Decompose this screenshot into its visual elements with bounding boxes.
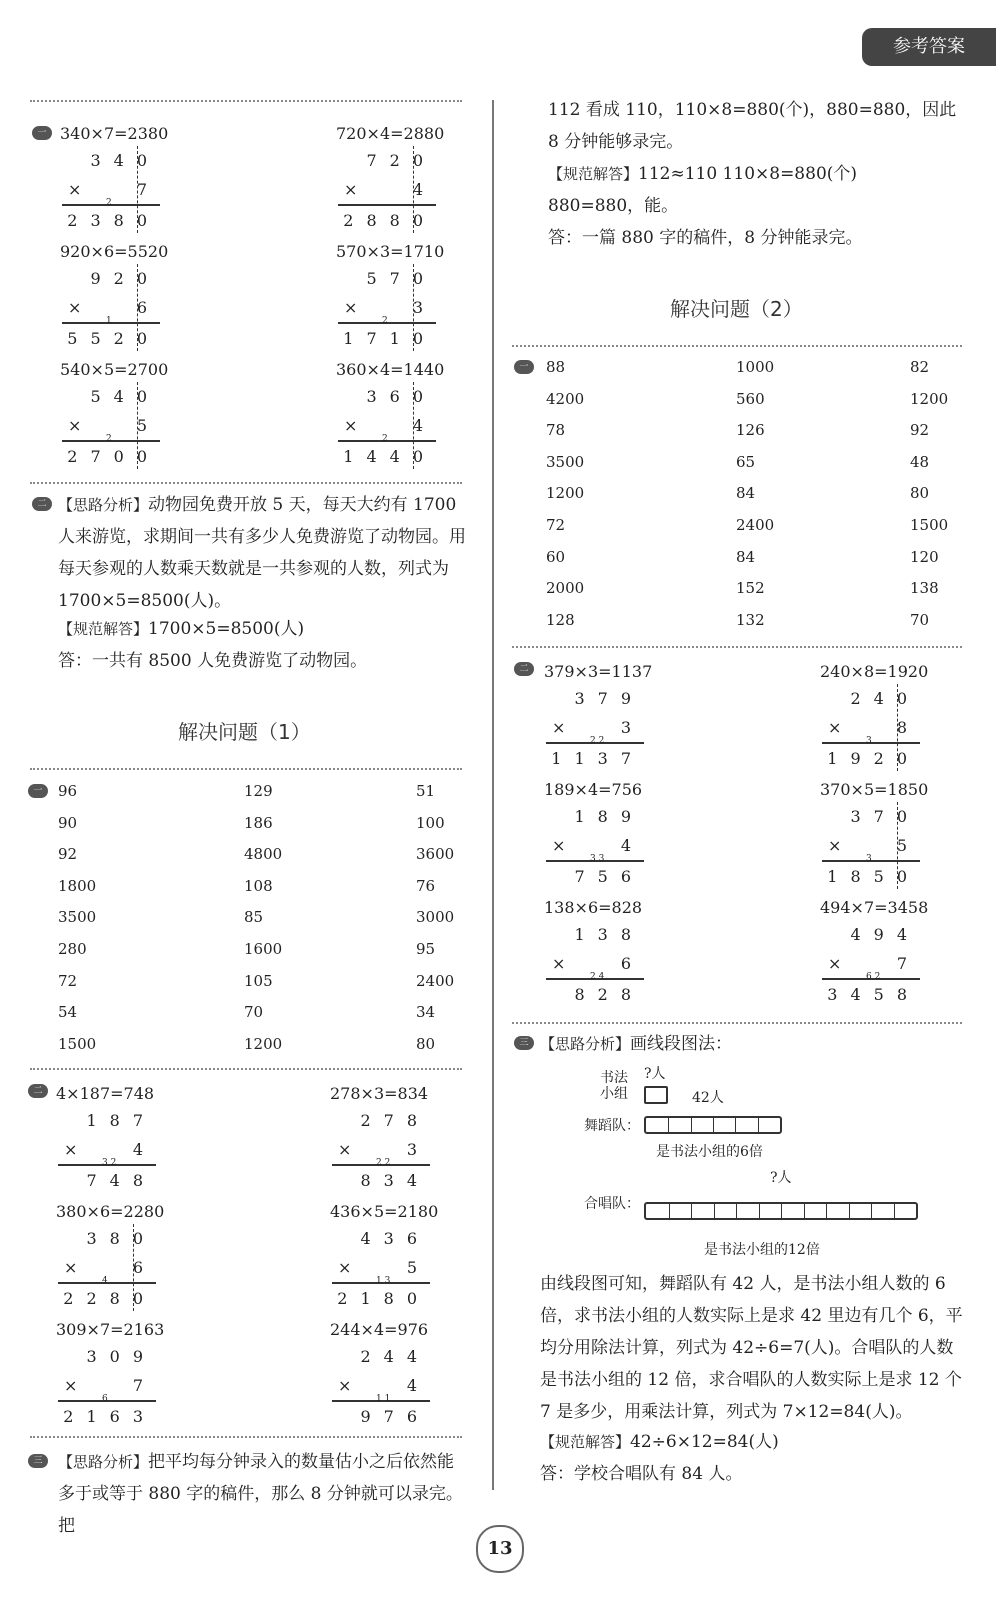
answer-value: 1800 xyxy=(58,876,97,895)
multiplicand: 920 xyxy=(90,269,160,288)
answer-value: 186 xyxy=(244,813,273,832)
section-icon-two: 二 xyxy=(32,497,52,511)
segment-tick xyxy=(713,1118,714,1132)
carry-digits: 3 xyxy=(866,854,872,864)
times-sign: × xyxy=(338,1258,352,1277)
divider xyxy=(30,1436,462,1438)
answer-text: 答：一篇 880 字的稿件，8 分钟能录完。 xyxy=(548,228,863,248)
section-title: 解决问题（2） xyxy=(670,297,803,321)
carry-digits: 1 3 xyxy=(376,1276,391,1286)
standard-answer-text: 42÷6×12=84(人) xyxy=(630,1432,779,1452)
answer-value: 105 xyxy=(244,971,273,990)
multiplier: 6 xyxy=(136,298,160,317)
times-sign: × xyxy=(828,954,842,973)
times-sign: × xyxy=(64,1140,78,1159)
carry-digits: 1 1 xyxy=(376,1394,391,1404)
answer-text: 答：学校合唱队有 84 人。 xyxy=(540,1464,743,1484)
segment-tick xyxy=(849,1204,850,1218)
choir-label: 合唱队： xyxy=(584,1196,640,1212)
vertical-multiplication xyxy=(58,1342,156,1431)
answer-column-2 xyxy=(244,776,282,1060)
multiplicand: 187 xyxy=(86,1111,156,1130)
product: 748 xyxy=(86,1171,156,1190)
answer-value: 3500 xyxy=(546,452,585,471)
vertical-multiplication xyxy=(332,1224,430,1313)
equation-line: 309×7=2163 xyxy=(56,1320,165,1339)
analysis-text: 把平均每分钟录入的数量估小之后依然能多于或等于 880 字的稿件，那么 8 分钟就可以录完。把 xyxy=(58,1452,463,1536)
multiplicand: 360 xyxy=(366,387,436,406)
segment-tick xyxy=(871,1204,872,1218)
equation-line: 379×3=1137 xyxy=(544,662,653,681)
answer-value: 152 xyxy=(736,579,765,598)
analysis-tag: 【思路分析】 xyxy=(58,1453,149,1471)
answer-value: 54 xyxy=(58,1003,78,1022)
answer-value: 1200 xyxy=(910,389,949,408)
multiplicand: 540 xyxy=(90,387,160,406)
answer-value: 48 xyxy=(910,452,930,471)
answer-value: 1500 xyxy=(58,1034,97,1053)
answer-value: 3500 xyxy=(58,908,97,927)
standard-answer-tag: 【规范解答】 xyxy=(58,620,149,638)
carry-digits: 2 xyxy=(382,434,388,444)
product: 834 xyxy=(360,1171,430,1190)
carry-digits: 6 xyxy=(102,1394,108,1404)
answer-value: 2400 xyxy=(416,971,455,990)
zero-guide-line xyxy=(897,802,898,889)
analysis-lead xyxy=(540,1028,960,1060)
equation-line: 380×6=2280 xyxy=(56,1202,165,1221)
segment-tick xyxy=(894,1204,895,1218)
multiplier: 5 xyxy=(896,836,920,855)
answer-value: 70 xyxy=(244,1003,264,1022)
carry-digits: 3 3 xyxy=(590,854,605,864)
vertical-multiplication xyxy=(332,1342,430,1431)
product: 1920 xyxy=(827,749,920,768)
answer-value: 128 xyxy=(546,610,575,629)
standard-answer-line2: 880=880，能。 xyxy=(548,196,679,216)
segment-tick xyxy=(691,1204,692,1218)
page-number: 13 xyxy=(476,1525,524,1573)
vertical-multiplication xyxy=(62,382,160,471)
carry-digits: 2 2 xyxy=(376,1158,391,1168)
segment-tick xyxy=(691,1118,692,1132)
equation-line: 494×7=3458 xyxy=(820,898,929,917)
segment-tick xyxy=(758,1118,759,1132)
multiplier: 5 xyxy=(406,1258,430,1277)
answer-value: 90 xyxy=(58,813,78,832)
equation-line: 4×187=748 xyxy=(56,1084,155,1103)
zero-guide-line xyxy=(133,1224,134,1311)
answer-value: 2400 xyxy=(736,515,775,534)
equation-line: 244×4=976 xyxy=(330,1320,429,1339)
divider xyxy=(30,768,462,770)
answer-value: 92 xyxy=(58,845,78,864)
answer-column-1 xyxy=(546,352,584,636)
segment-tick xyxy=(759,1204,760,1218)
vertical-multiplication xyxy=(338,264,436,353)
vertical-multiplication xyxy=(332,1106,430,1195)
answer-value: 65 xyxy=(736,452,756,471)
multiplicand: 309 xyxy=(86,1347,156,1366)
line-segment-diagram xyxy=(580,1064,940,1264)
section-title: 解决问题（1） xyxy=(178,720,311,744)
section-icon-two: 二 xyxy=(514,662,534,676)
standard-answer-tag: 【规范解答】 xyxy=(540,1433,631,1451)
answer-column-2 xyxy=(736,352,774,636)
segment-tick xyxy=(669,1204,670,1218)
analysis-tag: 【思路分析】 xyxy=(540,1035,631,1053)
carry-digits: 6 2 xyxy=(866,972,881,982)
multiplicand: 240 xyxy=(850,689,920,708)
answer-value: 1200 xyxy=(546,484,585,503)
vertical-multiplication xyxy=(822,802,920,891)
times-sign: × xyxy=(64,1376,78,1395)
answer-value: 72 xyxy=(546,515,566,534)
analysis-paragraph xyxy=(58,1446,468,1542)
section-icon-two: 二 xyxy=(28,1084,48,1098)
answer-value: 51 xyxy=(416,782,436,800)
carry-digits: 3 xyxy=(866,736,872,746)
product: 2380 xyxy=(67,211,160,230)
answer-value: 95 xyxy=(416,939,436,958)
vertical-multiplication xyxy=(546,684,644,773)
times-sign: × xyxy=(552,954,566,973)
carry-digits: 4 xyxy=(102,1276,108,1286)
analysis-paragraph: 由线段图可知，舞蹈队有 42 人，是书法小组人数的 6 倍，求书法小组的人数实际上是求 42 里边有几个 6，平均分用除法计算，列式为 42÷6=7(人)。合唱队的人数是书法小组的 12 倍，求合唱队的人数实际上是求 12 个 7 是多少，用乘法计算，列式为 7×12=84(人)。 xyxy=(540,1274,963,1422)
equation-line: 720×4=2880 xyxy=(336,124,445,143)
times-sign: × xyxy=(68,416,82,435)
answer-value: 84 xyxy=(736,547,756,566)
answer-value: 60 xyxy=(546,547,566,566)
standard-answer-tag: 【规范解答】 xyxy=(548,165,639,183)
answer-value: 138 xyxy=(910,579,939,598)
multiplicand: 720 xyxy=(366,151,436,170)
product: 1137 xyxy=(551,749,644,768)
vertical-multiplication xyxy=(58,1106,156,1195)
answer-value: 560 xyxy=(736,389,765,408)
multiplicand: 570 xyxy=(366,269,436,288)
answer-value: 3600 xyxy=(416,845,455,864)
answer-column-3 xyxy=(910,352,948,636)
answer-value: 2000 xyxy=(546,579,585,598)
equation-line: 436×5=2180 xyxy=(330,1202,439,1221)
standard-answer-text: 1700×5=8500(人) xyxy=(148,619,305,639)
equation-line: 360×4=1440 xyxy=(336,360,445,379)
answer-value: 4200 xyxy=(546,389,585,408)
answer-value: 126 xyxy=(736,421,765,440)
product: 3458 xyxy=(827,985,920,1004)
answer-value: 88 xyxy=(546,358,566,376)
continued-text: 112 看成 110，110×8=880(个)，880=880，因此 8 分钟能够录完。 xyxy=(548,100,957,152)
equation-line: 540×5=2700 xyxy=(60,360,169,379)
product: 1440 xyxy=(343,447,436,466)
multiplier: 3 xyxy=(620,718,644,737)
multiplicand: 370 xyxy=(850,807,920,826)
equation-line: 570×3=1710 xyxy=(336,242,445,261)
multiplicand: 494 xyxy=(850,925,920,944)
answer-value: 280 xyxy=(58,939,87,958)
divider xyxy=(30,100,462,102)
answer-value: 1200 xyxy=(244,1034,283,1053)
answer-text: 答：一共有 8500 人免费游览了动物园。 xyxy=(58,651,368,671)
multiplicand: 189 xyxy=(574,807,644,826)
standard-answer-text: 112≈110 110×8=880(个) xyxy=(638,164,858,184)
equation-line: 370×5=1850 xyxy=(820,780,929,799)
answer-column-1 xyxy=(58,776,96,1060)
equation-line: 920×6=5520 xyxy=(60,242,169,261)
zero-guide-line xyxy=(137,382,138,469)
segment-tick xyxy=(804,1204,805,1218)
answer-value: 96 xyxy=(58,782,78,800)
section-icon-one: 一 xyxy=(514,360,534,374)
segment-tick xyxy=(781,1204,782,1218)
equation-line: 278×3=834 xyxy=(330,1084,429,1103)
unknown-count-label: ?人 xyxy=(644,1066,666,1082)
carry-digits: 2 xyxy=(106,434,112,444)
carry-digits: 2 xyxy=(106,198,112,208)
answer-value: 129 xyxy=(244,782,273,800)
column-divider xyxy=(492,100,494,1490)
analysis-text: 画线段图法： xyxy=(630,1034,733,1054)
multiplier: 7 xyxy=(132,1376,156,1395)
zero-guide-line xyxy=(413,382,414,469)
zero-guide-line xyxy=(413,146,414,233)
zero-guide-line xyxy=(897,684,898,771)
answer-value: 84 xyxy=(736,484,756,503)
multiplier: 5 xyxy=(136,416,160,435)
vertical-multiplication xyxy=(822,684,920,773)
unknown-count-label-2: ?人 xyxy=(770,1170,792,1186)
times-sign: × xyxy=(552,836,566,855)
product: 5520 xyxy=(67,329,160,348)
multiplier: 6 xyxy=(620,954,644,973)
product: 2163 xyxy=(63,1407,156,1426)
multiplier: 3 xyxy=(412,298,436,317)
answer-value: 132 xyxy=(736,610,765,629)
times-sign: × xyxy=(344,298,358,317)
product: 1710 xyxy=(343,329,436,348)
divider xyxy=(512,345,962,347)
vertical-multiplication xyxy=(546,920,644,1009)
section-icon-one: 一 xyxy=(32,126,52,140)
product: 2880 xyxy=(343,211,436,230)
product: 2700 xyxy=(67,447,160,466)
product: 976 xyxy=(360,1407,430,1426)
segment-tick xyxy=(826,1204,827,1218)
product: 1850 xyxy=(827,867,920,886)
section-icon-three: 三 xyxy=(514,1036,534,1050)
vertical-multiplication xyxy=(546,802,644,891)
vertical-multiplication xyxy=(62,264,160,353)
answer-value: 100 xyxy=(416,813,445,832)
analysis-paragraph xyxy=(58,489,468,617)
vertical-multiplication xyxy=(822,920,920,1009)
answer-value: 80 xyxy=(910,484,930,503)
analysis-tag: 【思路分析】 xyxy=(58,496,149,514)
answer-value: 1500 xyxy=(910,515,949,534)
answer-value: 34 xyxy=(416,1003,436,1022)
vertical-multiplication xyxy=(338,146,436,235)
zero-guide-line xyxy=(137,264,138,351)
carry-digits: 2 2 xyxy=(590,736,605,746)
multiplier: 3 xyxy=(406,1140,430,1159)
equation-line: 189×4=756 xyxy=(544,780,643,799)
answer-value: 76 xyxy=(416,876,436,895)
multiplier: 4 xyxy=(406,1376,430,1395)
equation-line: 340×7=2380 xyxy=(60,124,169,143)
multiplier: 4 xyxy=(412,416,436,435)
times-sign: × xyxy=(68,298,82,317)
count-42-label: 42人 xyxy=(692,1090,724,1106)
segment-tick xyxy=(735,1118,736,1132)
answer-value: 3000 xyxy=(416,908,455,927)
carry-digits: 3 2 xyxy=(102,1158,117,1168)
reference-answer-tab: 参考答案 xyxy=(862,28,996,66)
answer-value: 72 xyxy=(58,971,78,990)
product: 828 xyxy=(574,985,644,1004)
multiplier: 6 xyxy=(132,1258,156,1277)
answer-column-3 xyxy=(416,776,454,1060)
vertical-multiplication xyxy=(62,146,160,235)
calligraphy-segment xyxy=(644,1086,668,1104)
multiplier: 7 xyxy=(136,180,160,199)
segment-tick xyxy=(714,1204,715,1218)
multiplicand: 436 xyxy=(360,1229,430,1248)
standard-answer xyxy=(548,158,968,190)
answer-value: 1000 xyxy=(736,358,775,376)
section-icon-three: 三 xyxy=(28,1454,48,1468)
product: 2280 xyxy=(63,1289,156,1308)
multiplicand: 278 xyxy=(360,1111,430,1130)
standard-answer xyxy=(540,1426,964,1458)
times-sign: × xyxy=(344,180,358,199)
carry-digits: 1 xyxy=(106,316,112,326)
times-sign: × xyxy=(344,416,358,435)
product: 756 xyxy=(574,867,644,886)
choir-note: 是书法小组的12倍 xyxy=(704,1242,820,1258)
dance-team-note: 是书法小组的6倍 xyxy=(656,1144,763,1160)
multiplier: 4 xyxy=(132,1140,156,1159)
segment-tick xyxy=(668,1118,669,1132)
answer-value: 4800 xyxy=(244,845,283,864)
times-sign: × xyxy=(828,836,842,855)
multiplier: 7 xyxy=(896,954,920,973)
vertical-multiplication xyxy=(58,1224,156,1313)
answer-value: 80 xyxy=(416,1034,436,1053)
times-sign: × xyxy=(68,180,82,199)
divider xyxy=(30,482,462,484)
section-icon-one: 一 xyxy=(28,784,48,798)
multiplier: 4 xyxy=(412,180,436,199)
times-sign: × xyxy=(828,718,842,737)
segment-tick xyxy=(736,1204,737,1218)
multiplicand: 379 xyxy=(574,689,644,708)
answer-value: 92 xyxy=(910,421,930,440)
zero-guide-line xyxy=(413,264,414,351)
multiplier: 4 xyxy=(620,836,644,855)
answer-value: 1600 xyxy=(244,939,283,958)
equation-line: 240×8=1920 xyxy=(820,662,929,681)
carry-digits: 2 xyxy=(382,316,388,326)
multiplicand: 244 xyxy=(360,1347,430,1366)
product: 2180 xyxy=(337,1289,430,1308)
vertical-multiplication xyxy=(338,382,436,471)
times-sign: × xyxy=(64,1258,78,1277)
analysis-text: 动物园免费开放 5 天，每天大约有 1700 人来游览，求期间一共有多少人免费游览了动物园。用每天参观的人数乘天数就是一共参观的人数，列式为 1700×5=8500(人)。 xyxy=(58,495,466,611)
answer-value: 78 xyxy=(546,421,566,440)
equation-line: 138×6=828 xyxy=(544,898,643,917)
divider xyxy=(512,1022,962,1024)
multiplicand: 138 xyxy=(574,925,644,944)
divider xyxy=(512,646,962,648)
choir-segment xyxy=(644,1202,918,1220)
dance-team-segment xyxy=(644,1116,782,1134)
standard-answer xyxy=(58,613,468,645)
answer-value: 82 xyxy=(910,358,930,376)
carry-digits: 2 4 xyxy=(590,972,605,982)
multiplicand: 380 xyxy=(86,1229,156,1248)
calligraphy-group-label: 书法 小组 xyxy=(600,1070,628,1102)
multiplicand: 340 xyxy=(90,151,160,170)
divider xyxy=(30,1068,462,1070)
answer-value: 120 xyxy=(910,547,939,566)
zero-guide-line xyxy=(137,146,138,233)
answer-value: 85 xyxy=(244,908,264,927)
times-sign: × xyxy=(338,1140,352,1159)
times-sign: × xyxy=(338,1376,352,1395)
answer-value: 70 xyxy=(910,610,930,629)
times-sign: × xyxy=(552,718,566,737)
dance-team-label: 舞蹈队： xyxy=(584,1118,640,1134)
answer-value: 108 xyxy=(244,876,273,895)
multiplier: 8 xyxy=(896,718,920,737)
